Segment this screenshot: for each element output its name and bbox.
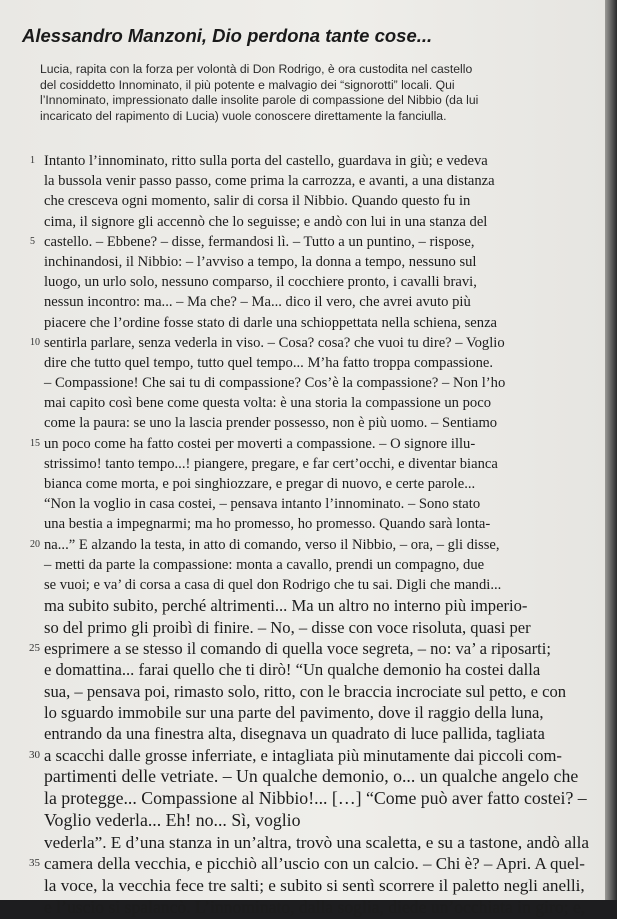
text-line bbox=[44, 810, 590, 832]
line-text: – Compassione! Che sai tu di compassione? Cos’è la compassione? – Non l’ho bbox=[44, 375, 506, 392]
text-line bbox=[30, 434, 590, 454]
intro-line: l’Innominato, impressionato dalle insolite parole di compassione del Nibbio (da lui bbox=[40, 93, 479, 107]
text-line bbox=[44, 272, 590, 292]
page-title: Alessandro Manzoni, Dio perdona tante cose... bbox=[22, 25, 433, 46]
text-line bbox=[44, 454, 590, 474]
line-number: 35 bbox=[29, 857, 40, 870]
intro-line: Lucia, rapita con la forza per volontà di Don Rodrigo, è ora custodita nel castello bbox=[40, 62, 473, 76]
line-text: Voglio vederla... Eh! no... Sì, voglio bbox=[44, 809, 301, 830]
line-text: bianca come morta, e poi singhiozzare, e pregar di nuovo, e certe parole... bbox=[44, 476, 476, 492]
text-line bbox=[30, 232, 590, 252]
text-line bbox=[44, 514, 590, 534]
line-number: 25 bbox=[29, 641, 40, 654]
line-text: dire che tutto quel tempo, tutto quel tempo... M’ha fatto troppa compassione. bbox=[44, 354, 494, 371]
line-text: ma subito subito, perché altrimenti... Ma un altro no interno più imperio- bbox=[44, 596, 528, 616]
text-line bbox=[44, 171, 590, 191]
line-text: – metti da parte la compassione: monta a cavallo, prendi un compagno, due bbox=[44, 556, 485, 573]
line-text: castello. – Ebbene? – disse, fermandosi lì. – Tutto a un puntino, – rispose, bbox=[44, 233, 475, 250]
line-text: cima, il signore gli accennò che lo seguisse; e andò con lui in una stanza del bbox=[44, 213, 488, 230]
text-line bbox=[44, 292, 590, 312]
text-line bbox=[29, 745, 590, 766]
text-line bbox=[30, 333, 590, 353]
text-line bbox=[29, 638, 590, 659]
text-line bbox=[44, 723, 590, 744]
line-text: inchinandosi, il Nibbio: – l’avviso a tempo, la donna a tempo, nessuno sul bbox=[44, 253, 477, 270]
text-line bbox=[44, 659, 590, 680]
line-text: a scacchi dalle grosse inferriate, e intagliata più minutamente dai piccoli com- bbox=[44, 745, 562, 765]
text-line bbox=[44, 875, 590, 897]
line-text: entrando da una finestra alta, disegnava un quadrato di luce pallida, tagliata bbox=[44, 724, 545, 744]
line-text: piacere che l’ordine fosse stato di darle una schioppettata nella schiena, senza bbox=[44, 314, 498, 331]
line-text: nessun incontro: ma... – Ma che? – Ma... dico il vero, che avrei avuto più bbox=[44, 294, 471, 311]
text-line bbox=[44, 702, 590, 723]
text-line bbox=[29, 853, 590, 875]
line-text: come la paura: se uno la lascia prender possesso, non è più uomo. – Sentiamo bbox=[44, 415, 498, 432]
text-line bbox=[44, 313, 590, 333]
line-text: strissimo! tanto tempo...! piangere, pregare, e far cert’occhi, e diventar bianca bbox=[44, 455, 498, 472]
line-text: vederla”. E d’una stanza in un’altra, trovò una scaletta, e su a tastone, andò alla bbox=[44, 832, 589, 852]
text-line bbox=[44, 413, 590, 433]
text-line bbox=[30, 151, 590, 171]
line-text: un poco come ha fatto costei per moverti a compassione. – O signore illu- bbox=[44, 435, 476, 452]
text-line bbox=[44, 212, 590, 232]
line-text: “Non la voglio in casa costei, – pensava intanto l’innominato. – Sono stato bbox=[44, 496, 481, 513]
line-text: e domattina... farai quello che ti dirò! “Un qualche demonio ha costei dalla bbox=[44, 660, 541, 680]
line-number: 30 bbox=[29, 748, 40, 761]
line-text: mai capito così bene come questa volta: è una storia la compassione un poco bbox=[44, 395, 491, 412]
text-line bbox=[44, 595, 590, 616]
line-text: la voce, la vecchia fece tre salti; e subito si sentì scorrere il paletto negli anelli, bbox=[44, 876, 585, 896]
line-text: che cresceva ogni momento, salir di corsa il Nibbio. Quando questo fu in bbox=[44, 193, 471, 210]
text-line bbox=[44, 832, 590, 854]
line-text: sua, – pensava poi, rimasto solo, ritto, con le braccia incrociate sul petto, e con bbox=[44, 681, 567, 701]
line-text: una bestia a impegnarmi; ma ho promesso, ho promesso. Quando sarà lonta- bbox=[44, 516, 491, 533]
text-line bbox=[44, 617, 590, 638]
line-text: esprimere a se stesso il comando di quella voce segreta, – no: va’ a riposarti; bbox=[44, 638, 552, 658]
line-number: 5 bbox=[30, 235, 35, 247]
line-text: camera della vecchia, e picchiò all’uscio con un calcio. – Chi è? – Apri. A quel- bbox=[44, 854, 585, 874]
text-line bbox=[44, 555, 590, 575]
line-number: 1 bbox=[30, 155, 35, 166]
line-text: la bussola venir passo passo, come prima la carrozza, e avanti, a una distanza bbox=[44, 173, 495, 190]
line-text: se vuoi; e va’ di corsa a casa di quel don Rodrigo che tu sai. Digli che mandi... bbox=[44, 576, 502, 593]
line-text: la protegge... Compassione al Nibbio!... […] “Come può aver fatto costei? – bbox=[44, 788, 587, 809]
line-text: sentirla parlare, senza vederla in viso. – Cosa? cosa? che vuoi tu dire? – Voglio bbox=[44, 334, 505, 351]
text-line bbox=[44, 681, 590, 702]
line-text: Intanto l’innominato, ritto sulla porta del castello, guardava in giù; e vedeva bbox=[44, 153, 488, 169]
line-number: 10 bbox=[30, 336, 40, 348]
text-line bbox=[44, 766, 590, 788]
intro-line: del cosiddetto Innominato, il più potente e malvagio dei “signorotti” locali. Qui bbox=[40, 77, 455, 92]
text-line bbox=[44, 252, 590, 272]
text-line bbox=[44, 897, 590, 919]
text-line bbox=[44, 353, 590, 373]
text-line bbox=[44, 494, 590, 514]
line-number: 20 bbox=[30, 538, 40, 550]
line-text: partimenti delle vetriate. – Un qualche demonio, o... un qualche angelo che bbox=[44, 766, 579, 787]
text-line bbox=[44, 373, 590, 393]
line-text: e l’uscio si spalancò. L’innominato, dalla soglia, diede un’occhiata in giro; e, bbox=[44, 897, 586, 918]
line-text: luogo, un urlo solo, nessuno comparso, il cocchiere pronto, i cavalli bravi, bbox=[44, 274, 477, 291]
intro-paragraph bbox=[40, 62, 580, 124]
line-text: lo sguardo immobile sur una parte del pavimento, dove il raggio della luna, bbox=[44, 703, 544, 723]
page-edge-shadow bbox=[605, 0, 617, 900]
intro-line: incaricato del rapimento di Lucia) vuole conoscere direttamente la fanciulla. bbox=[40, 108, 447, 123]
text-line bbox=[30, 535, 590, 555]
line-number: 15 bbox=[30, 437, 40, 449]
main-text bbox=[29, 151, 590, 919]
text-line bbox=[44, 393, 590, 413]
text-line bbox=[44, 474, 590, 494]
line-text: so del primo gli proibì di finire. – No, – disse con voce risoluta, quasi per bbox=[44, 617, 531, 637]
text-line bbox=[44, 575, 590, 595]
text-line bbox=[44, 191, 590, 211]
line-text: na...” E alzando la testa, in atto di comando, verso il Nibbio, – ora, – gli disse, bbox=[44, 536, 500, 553]
text-line bbox=[44, 788, 590, 810]
